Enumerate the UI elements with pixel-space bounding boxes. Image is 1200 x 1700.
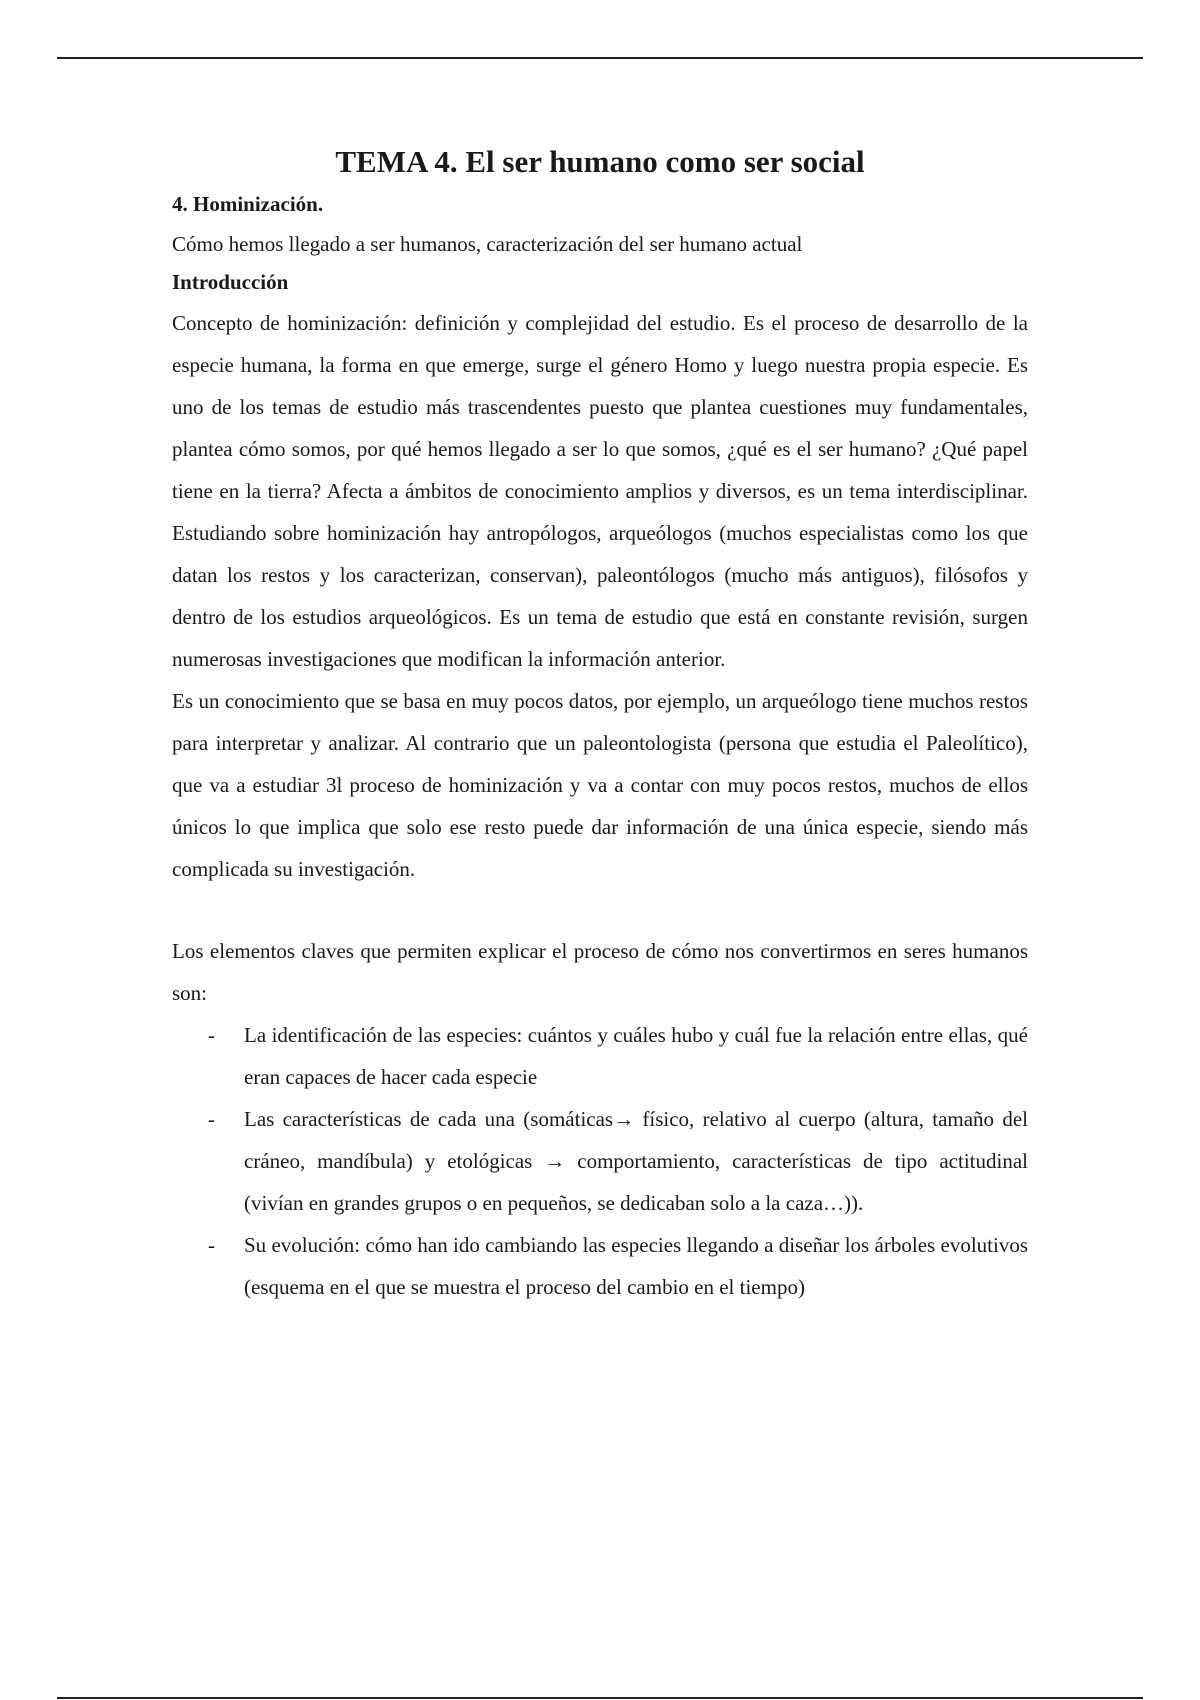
list-item-text: La identificación de las especies: cuántos y cuáles hubo y cuál fue la relación entre ellas, qué eran capaces de hacer cada especie bbox=[244, 1023, 1028, 1089]
document-title: TEMA 4. El ser humano como ser social bbox=[335, 144, 865, 179]
list-item-text: Su evolución: cómo han ido cambiando las especies llegando a diseñar los árboles evolutivos (esquema en el que se muestra el proceso del cambio en el tiempo) bbox=[244, 1233, 1028, 1299]
list-item bbox=[172, 1098, 1028, 1224]
section-subtitle: Cómo hemos llegado a ser humanos, caracterización del ser humano actual bbox=[172, 232, 803, 256]
paragraph-concept: Concepto de hominización: definición y complejidad del estudio. Es el proceso de desarrollo de la especie humana, la forma en que emerge, surge el género Homo y luego nuestra propia especie. Es uno de los temas de estudio más trascendentes puesto que plantea cuestiones muy fundamentales, plantea cómo somos, por qué hemos llegado a ser lo que somos, ¿qué es el ser humano? ¿Qué papel tiene en la tierra? Afecta a ámbitos de conocimiento amplios y diversos, es un tema interdisciplinar. Estudiando sobre hominización hay antropólogos, arqueólogos (muchos especialistas como los que datan los restos y los caracterizan, conservan), paleontólogos (mucho más antiguos), filósofos y dentro de los estudios arqueológicos. Es un tema de estudio que está en constante revisión, surgen numerosas investigaciones que modifican la información anterior. bbox=[172, 311, 1028, 671]
paragraph-knowledge: Es un conocimiento que se basa en muy pocos datos, por ejemplo, un arqueólogo tiene muchos restos para interpretar y analizar. Al contrario que un paleontologista (persona que estudia el Paleolítico), que va a estudiar 3l proceso de hominización y va a contar con muy pocos restos, muchos de ellos únicos lo que implica que solo ese resto puede dar información de una única especie, siendo más complicada su investigación. bbox=[172, 689, 1028, 881]
section-heading: 4. Hominización. bbox=[172, 192, 324, 216]
bullet-dash: - bbox=[208, 1107, 215, 1131]
list-item-text: Las características de cada una (somáticas→ físico, relativo al cuerpo (altura, tamaño del cráneo, mandíbula) y etológicas → comportamiento, características de tipo actitudinal (vivían en grandes grupos o en pequeños, se dedicaban solo a la caza…)). bbox=[244, 1107, 1028, 1215]
bullet-dash: - bbox=[208, 1233, 215, 1257]
bottom-rule bbox=[57, 1697, 1143, 1699]
key-elements-list bbox=[172, 1014, 1028, 1308]
document-page bbox=[172, 140, 1028, 1308]
paragraph-key-elements: Los elementos claves que permiten explicar el proceso de cómo nos convertirmos en seres humanos son: bbox=[172, 939, 1028, 1005]
list-item bbox=[172, 1014, 1028, 1098]
top-rule bbox=[57, 57, 1143, 59]
intro-heading: Introducción bbox=[172, 270, 289, 294]
bullet-dash: - bbox=[208, 1023, 215, 1047]
list-item bbox=[172, 1224, 1028, 1308]
